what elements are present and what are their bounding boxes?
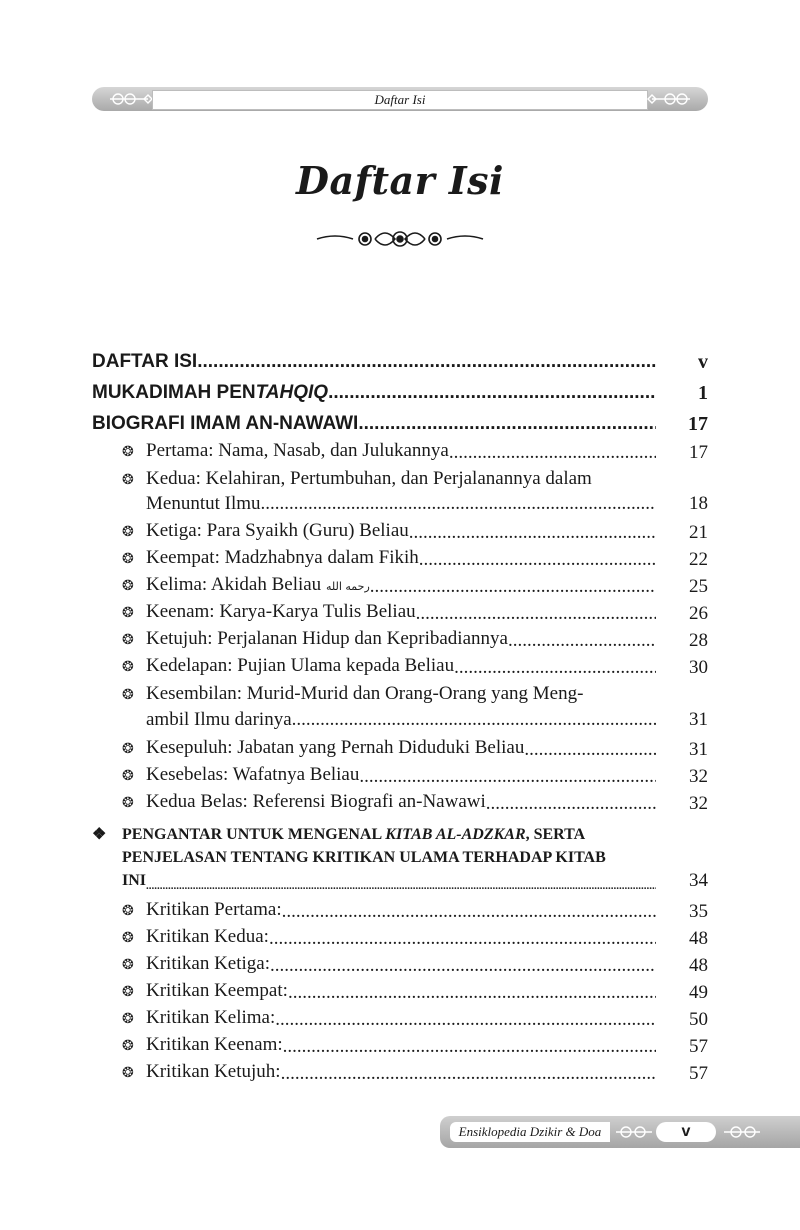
toc-subentry[interactable] (122, 897, 708, 925)
toc-entry-label: Kritikan Keempat: (146, 980, 288, 1001)
leader-dots (359, 764, 656, 790)
toc-subentry[interactable] (122, 1005, 708, 1033)
bullet-icon: ❂ (122, 796, 134, 811)
bullet-icon: ❂ (122, 660, 134, 675)
toc-section-line1[interactable] (92, 824, 708, 846)
toc-entry-label: Ketiga: Para Syaikh (Guru) Beliau (146, 520, 409, 541)
toc-subentry-line2[interactable] (146, 491, 708, 517)
toc-entry-mukadimah[interactable] (92, 380, 708, 406)
toc-subentry[interactable] (122, 951, 708, 979)
leader-dots (261, 491, 656, 517)
toc-entry-page: 49 (689, 982, 708, 1003)
bullet-icon: ❂ (122, 985, 134, 1000)
bullet-icon: ❂ (122, 473, 134, 488)
toc-entry-page: 57 (689, 1036, 708, 1057)
toc-entry-label: Menuntut Ilmu (146, 493, 261, 514)
toc-subentry[interactable] (122, 626, 708, 654)
toc-entry-page: 25 (689, 576, 708, 597)
leader-dots (370, 574, 656, 600)
toc-entry-label: Kritikan Pertama: (146, 899, 282, 920)
leader-dots (275, 1007, 656, 1033)
toc-entry-page: 31 (689, 739, 708, 760)
leader-dots (454, 655, 656, 681)
toc-subentry[interactable] (122, 599, 708, 627)
toc-entry-label: Kedelapan: Pujian Ulama kepada Beliau (146, 655, 455, 676)
toc-entry-page: 30 (689, 657, 708, 678)
toc-entry-label: Ketujuh: Perjalanan Hidup dan Kepribadiannya (146, 628, 508, 649)
leader-dots (486, 791, 656, 817)
knot-ornament-icon (614, 1122, 654, 1142)
leader-dots (146, 880, 656, 892)
toc-subentry[interactable] (122, 545, 708, 573)
toc-subentry[interactable] (122, 735, 708, 763)
bullet-icon: ❂ (122, 1066, 134, 1081)
page-title: Daftar Isi (296, 158, 504, 203)
toc-entry-label: Kelima: Akidah Beliau (146, 574, 322, 595)
bullet-icon: ❂ (122, 606, 134, 621)
toc-entry-label: Kesembilan: Murid-Murid dan Orang-Orang yang Meng- (146, 683, 584, 704)
toc-entry-label: BIOGRAFI IMAM AN-NAWAWI (92, 413, 359, 434)
leader-dots (358, 411, 656, 437)
toc-entry-page: 50 (689, 1009, 708, 1030)
honorific-glyph: رحمه الله (325, 580, 370, 593)
toc-entry-page: 17 (689, 442, 708, 463)
running-header (92, 87, 708, 111)
toc-subentry[interactable] (122, 518, 708, 546)
bullet-icon: ❂ (122, 904, 134, 919)
toc-subentry[interactable] (122, 1032, 708, 1060)
toc-entry-label: Kedua Belas: Referensi Biografi an-Nawawi (146, 791, 486, 812)
toc-subentry[interactable] (122, 978, 708, 1006)
leader-dots (292, 707, 656, 733)
diamond-bullet-icon: ❖ (92, 826, 107, 843)
toc-entry-label: Kritikan Keenam: (146, 1034, 283, 1055)
toc-entry-label: Kesepuluh: Jabatan yang Pernah Diduduki Beliau (146, 737, 525, 758)
leader-dots (282, 899, 656, 925)
leader-dots (328, 380, 656, 406)
toc-entry-label: Kritikan Ketiga: (146, 953, 270, 974)
knot-ornament-icon (646, 89, 692, 109)
bullet-icon: ❂ (122, 931, 134, 946)
toc-subentry-line1[interactable] (122, 466, 682, 494)
toc-entry-page: 34 (689, 870, 708, 891)
toc-section-line2[interactable] (122, 847, 708, 869)
running-header-title: Daftar Isi (152, 90, 648, 110)
bullet-icon: ❂ (122, 525, 134, 540)
toc-entry-label: Kesebelas: Wafatnya Beliau (146, 764, 360, 785)
leader-dots (409, 520, 656, 546)
bullet-icon: ❂ (122, 742, 134, 757)
bullet-icon: ❂ (122, 445, 134, 460)
toc-entry-page: 18 (689, 493, 708, 514)
toc-entry-label: Kritikan Ketujuh: (146, 1061, 281, 1082)
toc-entry-page: 22 (689, 549, 708, 570)
toc-entry-page: 57 (689, 1063, 708, 1084)
toc-entry-biografi[interactable] (92, 411, 708, 437)
knot-ornament-icon (722, 1122, 762, 1142)
bullet-icon: ❂ (122, 579, 134, 594)
leader-dots (270, 953, 656, 979)
page-number: v (656, 1122, 716, 1142)
toc-subentry[interactable] (122, 789, 708, 817)
toc-entry-label: Kritikan Kelima: (146, 1007, 276, 1028)
toc-entry-page: 28 (689, 630, 708, 651)
bullet-icon: ❂ (122, 769, 134, 784)
toc-entry-daftar-isi[interactable] (92, 349, 708, 375)
toc-entry-label: DAFTAR ISI (92, 351, 198, 372)
leader-dots (524, 737, 656, 763)
bullet-icon: ❂ (122, 958, 134, 973)
toc-entry-page: 31 (689, 709, 708, 730)
toc-entry-label: Kedua: Kelahiran, Pertumbuhan, dan Perjalanannya dalam (146, 468, 592, 489)
toc-subentry[interactable] (122, 924, 708, 952)
leader-dots (197, 349, 656, 375)
bullet-icon: ❂ (122, 1012, 134, 1027)
toc-entry-page: 26 (689, 603, 708, 624)
bullet-icon: ❂ (122, 552, 134, 567)
toc-entry-page: 1 (698, 382, 708, 404)
leader-dots (269, 926, 656, 952)
toc-entry-page: 21 (689, 522, 708, 543)
toc-entry-label: Pertama: Nama, Nasab, dan Julukannya (146, 440, 449, 461)
toc-subentry[interactable] (122, 438, 708, 466)
leader-dots (288, 980, 656, 1006)
leader-dots (283, 1034, 656, 1060)
toc-subentry[interactable] (122, 572, 708, 600)
leader-dots (419, 547, 656, 573)
leader-dots (508, 628, 656, 654)
toc-entry-page: v (698, 351, 708, 373)
toc-entry-page: 17 (688, 413, 708, 435)
toc-entry-page: 48 (689, 928, 708, 949)
toc-subentry[interactable] (122, 1059, 708, 1087)
toc-section-label: PENJELASAN TENTANG KRITIKAN ULAMA TERHADAP KITAB (122, 849, 606, 866)
toc-subentry[interactable] (122, 762, 708, 790)
toc-section-line3[interactable] (122, 870, 708, 892)
bullet-icon: ❂ (122, 688, 134, 703)
leader-dots (416, 601, 656, 627)
toc-entry-label: Kritikan Kedua: (146, 926, 269, 947)
toc-subentry-line2[interactable] (146, 707, 708, 733)
leader-dots (281, 1061, 656, 1087)
toc-entry-page: 48 (689, 955, 708, 976)
toc-section-label: PENGANTAR UNTUK MENGENAL KITAB AL-ADZKAR, SERTA (122, 826, 586, 843)
leader-dots (449, 440, 656, 466)
toc-entry-label: ambil Ilmu darinya (146, 709, 292, 730)
toc-section-label: INI (122, 872, 147, 889)
toc-entry-label: MUKADIMAH PENTAHQIQ (92, 382, 329, 403)
footer-book-title: Ensiklopedia Dzikir & Doa (450, 1122, 610, 1142)
bullet-icon: ❂ (122, 633, 134, 648)
toc-entry-label: Keenam: Karya-Karya Tulis Beliau (146, 601, 416, 622)
running-footer (440, 1116, 800, 1148)
toc-subentry[interactable] (122, 653, 708, 681)
knot-ornament-icon (108, 89, 154, 109)
toc-entry-page: 35 (689, 901, 708, 922)
toc-entry-label: Keempat: Madzhabnya dalam Fikih (146, 547, 419, 568)
toc-entry-page: 32 (689, 766, 708, 787)
bullet-icon: ❂ (122, 1039, 134, 1054)
toc-subentry-line1[interactable] (122, 681, 682, 709)
toc-entry-page: 32 (689, 793, 708, 814)
flourish-ornament-icon (315, 223, 485, 255)
